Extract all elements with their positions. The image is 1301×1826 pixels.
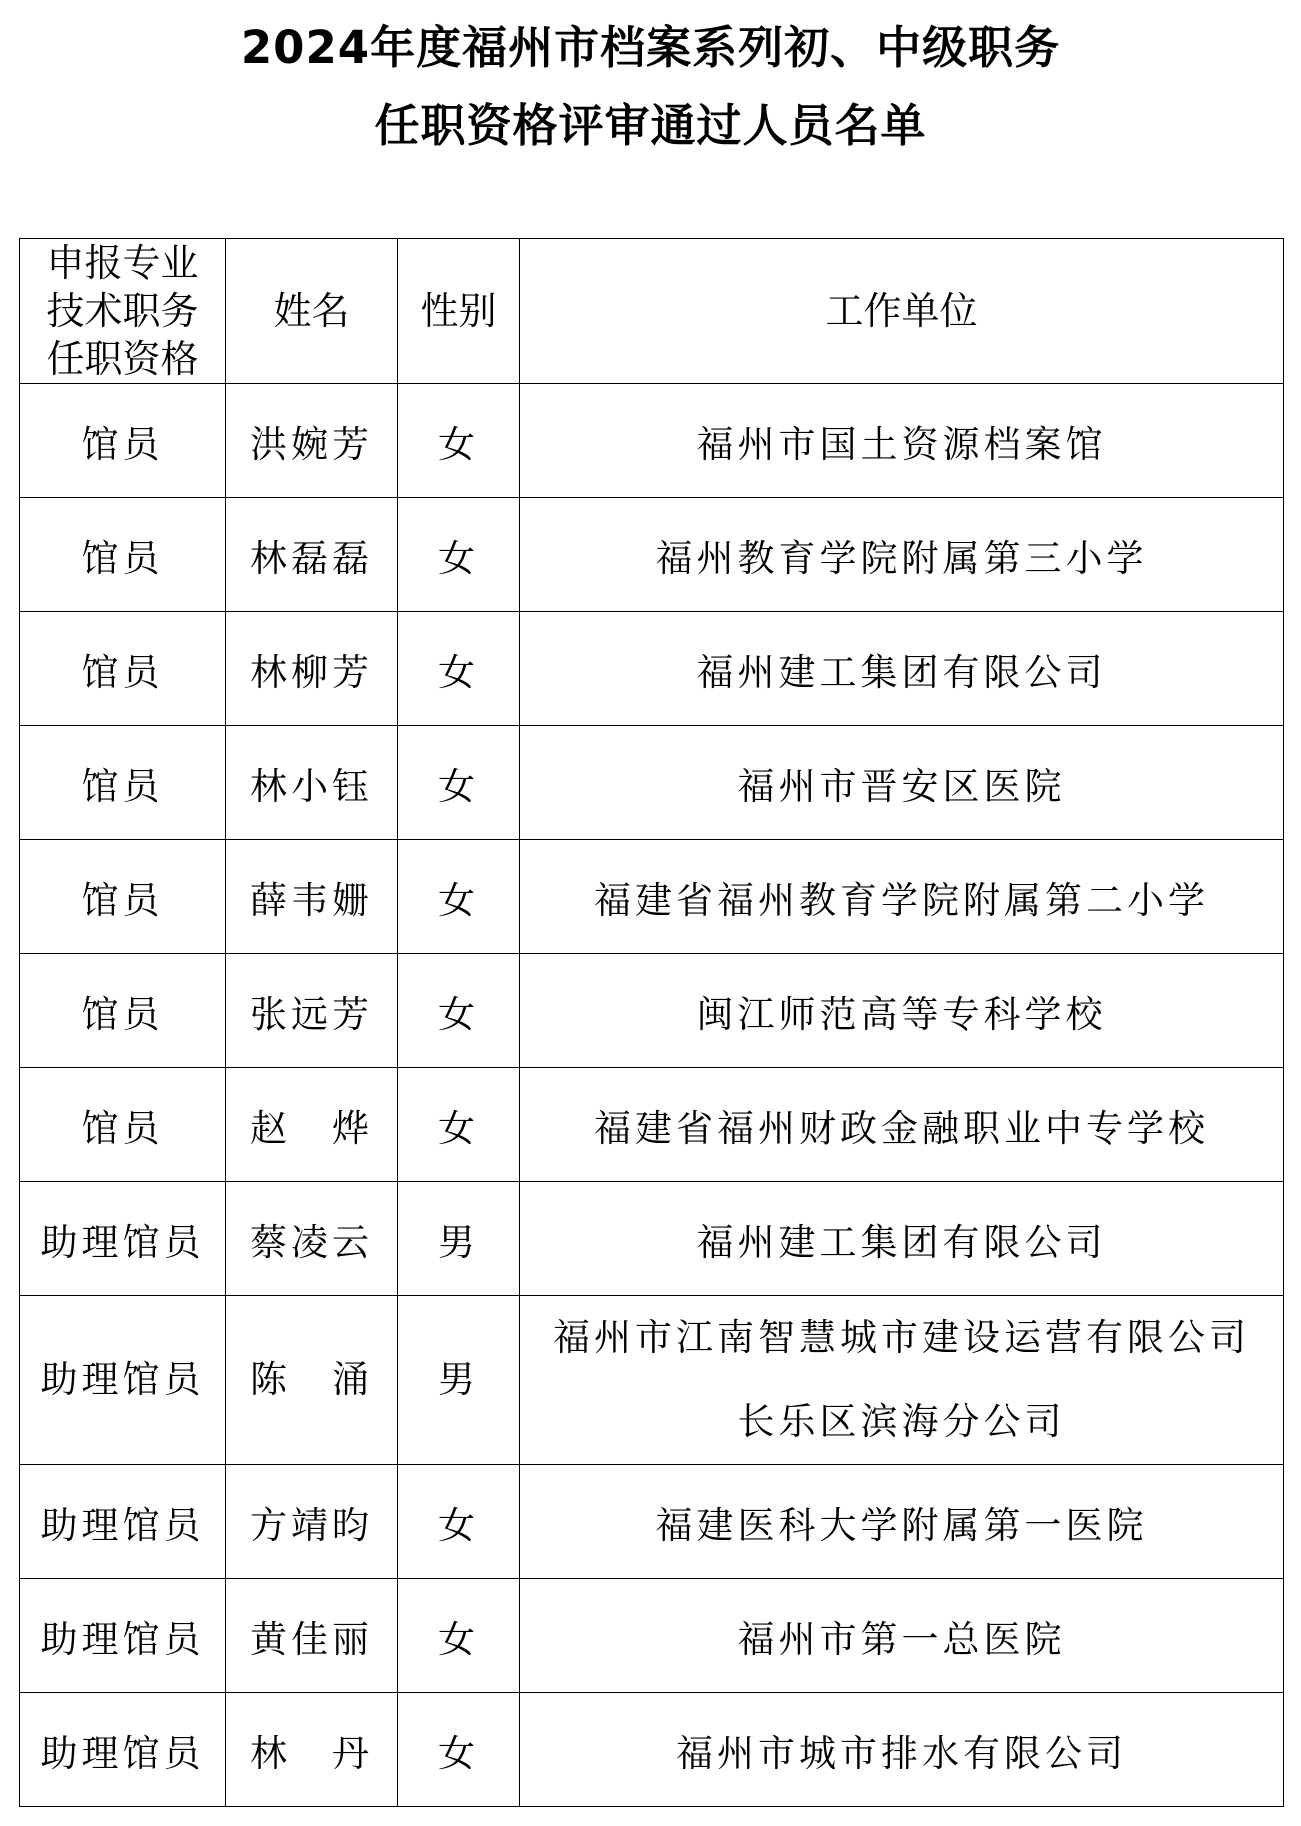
cell-work-unit [520, 384, 1284, 498]
work-unit-line: 福建省福州财政金融职业中专学校 [594, 1106, 1209, 1150]
work-unit-line: 闽江师范高等专科学校 [696, 992, 1107, 1036]
cell-work-unit [520, 1693, 1284, 1807]
cell-qualification: 馆员 [20, 840, 226, 954]
table-row [20, 1068, 1284, 1182]
cell-qualification: 助理馆员 [20, 1182, 226, 1296]
cell-qualification: 馆员 [20, 498, 226, 612]
work-unit-line: 长乐区滨海分公司 [737, 1400, 1066, 1443]
header-work-unit: 工作单位 [520, 239, 1284, 384]
work-unit-line: 福州建工集团有限公司 [696, 1220, 1107, 1264]
cell-gender: 女 [398, 954, 520, 1068]
cell-work-unit [520, 498, 1284, 612]
cell-gender: 男 [398, 1296, 520, 1465]
cell-work-unit [520, 954, 1284, 1068]
cell-qualification: 助理馆员 [20, 1465, 226, 1579]
cell-work-unit [520, 1296, 1284, 1465]
cell-qualification: 馆员 [20, 1068, 226, 1182]
approved-personnel-table [19, 238, 1284, 1807]
work-unit-line: 福州市第一总医院 [737, 1617, 1066, 1661]
cell-gender: 女 [398, 840, 520, 954]
cell-name: 陈 涌 [226, 1296, 398, 1465]
cell-gender: 女 [398, 498, 520, 612]
work-unit-line: 福州市国土资源档案馆 [696, 422, 1107, 466]
cell-work-unit [520, 726, 1284, 840]
work-unit-line: 福建省福州教育学院附属第二小学 [594, 878, 1209, 922]
cell-qualification: 馆员 [20, 726, 226, 840]
work-unit-line: 福建医科大学附属第一医院 [655, 1503, 1148, 1547]
cell-qualification: 馆员 [20, 384, 226, 498]
work-unit-line: 福州市江南智慧城市建设运营有限公司 [553, 1316, 1250, 1359]
table-row [20, 1465, 1284, 1579]
cell-gender: 女 [398, 384, 520, 498]
table-row [20, 1182, 1284, 1296]
table-row [20, 384, 1284, 498]
work-unit-line: 福州市城市排水有限公司 [676, 1731, 1127, 1775]
cell-name: 赵 烨 [226, 1068, 398, 1182]
cell-gender: 女 [398, 1465, 520, 1579]
cell-gender: 女 [398, 1579, 520, 1693]
header-name: 姓名 [226, 239, 398, 384]
document-title-line-1: 2024年度福州市档案系列初、中级职务 [240, 21, 1061, 74]
cell-name: 张远芳 [226, 954, 398, 1068]
cell-name: 方靖昀 [226, 1465, 398, 1579]
table-header-row [20, 239, 1284, 384]
cell-name: 薛韦姗 [226, 840, 398, 954]
table-row [20, 1579, 1284, 1693]
cell-gender: 女 [398, 1068, 520, 1182]
cell-gender: 男 [398, 1182, 520, 1296]
cell-name: 黄佳丽 [226, 1579, 398, 1693]
work-unit-line: 福州建工集团有限公司 [696, 650, 1107, 694]
table-row [20, 1296, 1284, 1465]
cell-gender: 女 [398, 1693, 520, 1807]
cell-work-unit [520, 612, 1284, 726]
document-title-line-2: 任职资格评审通过人员名单 [374, 99, 927, 152]
cell-name: 林小钰 [226, 726, 398, 840]
table-body [20, 384, 1284, 1807]
cell-gender: 女 [398, 612, 520, 726]
cell-work-unit [520, 1465, 1284, 1579]
cell-name: 林磊磊 [226, 498, 398, 612]
cell-qualification: 助理馆员 [20, 1579, 226, 1693]
table-row [20, 726, 1284, 840]
header-gender: 性别 [398, 239, 520, 384]
cell-work-unit [520, 1068, 1284, 1182]
table-row [20, 498, 1284, 612]
table-row [20, 954, 1284, 1068]
cell-qualification: 助理馆员 [20, 1693, 226, 1807]
table-row [20, 612, 1284, 726]
cell-name: 林 丹 [226, 1693, 398, 1807]
cell-name: 蔡凌云 [226, 1182, 398, 1296]
cell-name: 林柳芳 [226, 612, 398, 726]
cell-gender: 女 [398, 726, 520, 840]
cell-qualification: 助理馆员 [20, 1296, 226, 1465]
cell-work-unit [520, 840, 1284, 954]
header-qualification: 申报专业 技术职务 任职资格 [20, 239, 226, 384]
work-unit-line: 福州教育学院附属第三小学 [655, 536, 1148, 580]
table-row [20, 1693, 1284, 1807]
cell-work-unit [520, 1182, 1284, 1296]
cell-qualification: 馆员 [20, 612, 226, 726]
cell-name: 洪婉芳 [226, 384, 398, 498]
table-row [20, 840, 1284, 954]
cell-qualification: 馆员 [20, 954, 226, 1068]
cell-work-unit [520, 1579, 1284, 1693]
work-unit-line: 福州市晋安区医院 [737, 764, 1066, 808]
